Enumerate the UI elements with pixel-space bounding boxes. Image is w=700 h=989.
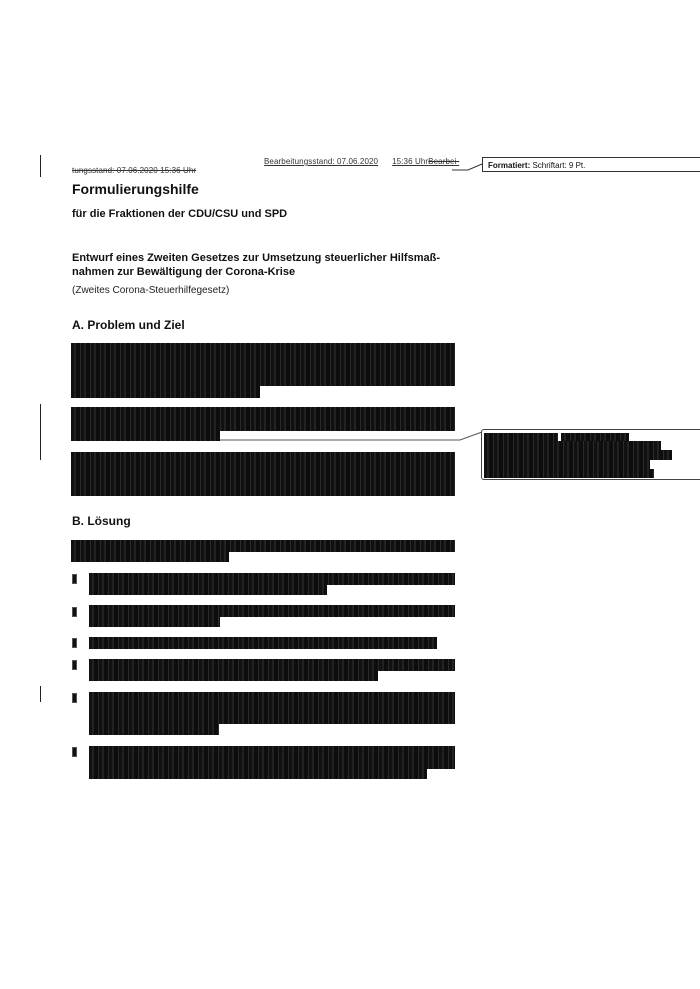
redacted-block: [71, 407, 455, 431]
list-bullet: [72, 574, 77, 584]
redacted-block: [71, 431, 220, 441]
revision-deleted-head: Bearbei-: [428, 157, 460, 166]
redacted-block: [89, 659, 455, 671]
law-title-line: nahmen zur Bewältigung der Corona-Krise: [72, 266, 296, 278]
redacted-block: [484, 450, 672, 460]
comment-text: Schriftart: 9 Pt.: [532, 161, 586, 170]
redacted-block: [561, 433, 629, 441]
comment-label: Formatiert:: [488, 161, 531, 170]
redacted-block: [71, 343, 455, 386]
redacted-block: [484, 433, 558, 441]
revision-time: 15:36 Uhr: [392, 157, 429, 166]
law-title: [72, 251, 472, 279]
format-comment[interactable]: [482, 157, 700, 172]
redacted-block: [89, 692, 455, 724]
redacted-block: [89, 724, 219, 735]
redacted-block: [71, 452, 455, 496]
list-bullet: [72, 660, 77, 670]
redacted-block: [484, 469, 654, 478]
redacted-block: [71, 552, 229, 562]
page-subheading: für die Fraktionen der CDU/CSU und SPD: [72, 208, 288, 220]
law-title-line: Entwurf eines Zweiten Gesetzes zur Umsetzung steuerlicher Hilfsmaß-: [72, 252, 440, 264]
redacted-block: [89, 605, 455, 617]
list-bullet: [72, 607, 77, 617]
list-bullet: [72, 693, 77, 703]
page-heading: Formulierungshilfe: [72, 181, 199, 197]
redacted-block: [89, 671, 378, 681]
redacted-block: [71, 540, 455, 552]
redacted-block: [484, 441, 661, 450]
redacted-block: [484, 460, 650, 469]
revision-date: Bearbeitungsstand: 07.06.2020: [264, 157, 379, 166]
list-bullet: [72, 747, 77, 757]
revision-deleted-tail: tungsstand: 07.06.2020 15:36 Uhr: [72, 166, 197, 175]
redacted-block: [89, 617, 220, 627]
redacted-block: [89, 746, 455, 769]
redacted-block: [89, 573, 455, 585]
redacted-block: [89, 637, 437, 649]
redacted-block: [89, 585, 327, 595]
list-bullet: [72, 638, 77, 648]
short-title: (Zweites Corona-Steuerhilfegesetz): [72, 285, 230, 296]
section-heading-b: B. Lösung: [72, 514, 131, 528]
section-heading-a: A. Problem und Ziel: [72, 318, 185, 332]
redacted-block: [71, 386, 260, 398]
redacted-block: [89, 769, 427, 779]
